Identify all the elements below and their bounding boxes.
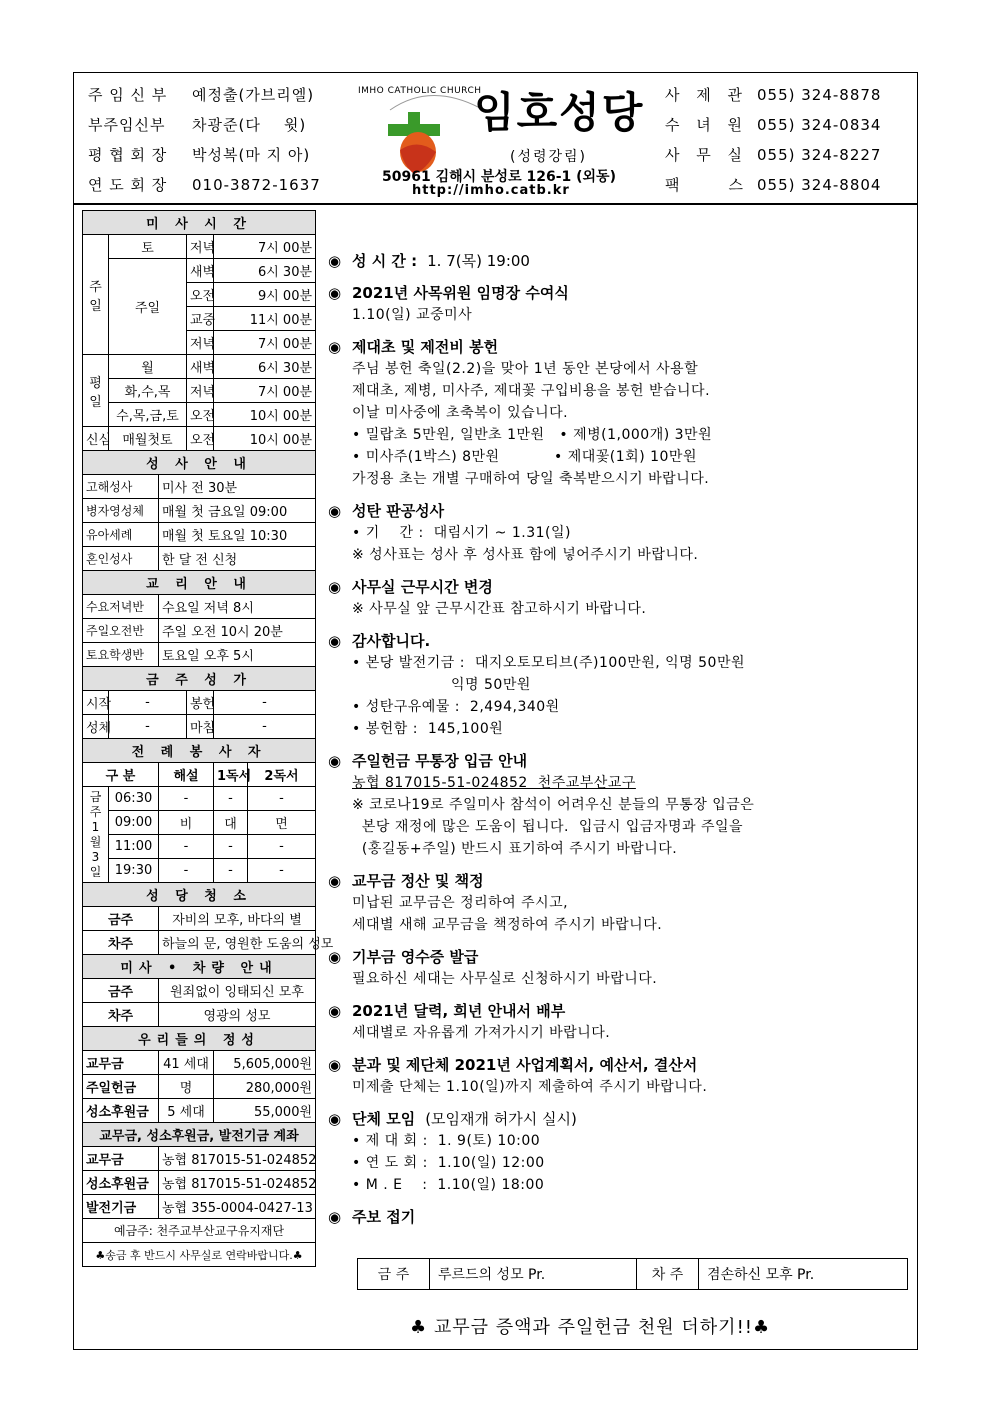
- sidebar-section-header: [83, 667, 316, 691]
- notice-title: 분과 및 제단체 2021년 사업계획서, 예산서, 결산서: [352, 1056, 698, 1074]
- accounts-row: [83, 1147, 316, 1171]
- mass-row: [83, 235, 316, 259]
- sidebar-cell: -: [159, 787, 214, 811]
- mass-row: [83, 403, 316, 427]
- header-right-label: 팩 스: [665, 176, 750, 194]
- notice-title: 기부금 영수증 발급: [352, 948, 479, 966]
- prayer-row: [83, 691, 316, 715]
- fold-this-label: 금 주: [358, 1259, 430, 1290]
- section-title: 우리들의 정성: [83, 1027, 316, 1051]
- sidebar-cell: 저녁: [187, 235, 214, 259]
- sidebar-cell: -: [214, 715, 316, 739]
- header-right-value: 055) 324-8804: [757, 176, 882, 194]
- notice-item: [328, 1206, 913, 1228]
- notice-line: 세대별 새해 교무금을 책정하여 주시기 바랍니다.: [352, 917, 663, 933]
- offerings-row: [83, 1099, 316, 1123]
- sidebar-table: [82, 210, 334, 1267]
- sidebar-cell: -: [214, 835, 248, 859]
- sidebar-section-header: [83, 211, 316, 235]
- sidebar-cell: -: [109, 691, 187, 715]
- church-name: 임호성당: [474, 88, 645, 137]
- sidebar-cell: 원죄없이 잉태되신 모후: [159, 979, 316, 1003]
- sidebar-cell: 명: [159, 1075, 214, 1099]
- bullet-icon: ◉: [328, 578, 342, 596]
- cleaning-row: [83, 907, 316, 931]
- sidebar-cell: -: [214, 859, 248, 883]
- sidebar-cell: 5 세대: [159, 1099, 214, 1123]
- notice-title-detail: (모임재개 허가시 실시): [425, 1110, 577, 1128]
- notice-title-row: [328, 1108, 913, 1130]
- prayer-row: [83, 715, 316, 739]
- notice-line: • 연 도 회 : 1.10(일) 12:00: [352, 1155, 545, 1171]
- header-right-row: [665, 174, 881, 204]
- notice-line: • 밀랍초 5만원, 일반초 1만원 • 제병(1,000개) 3만원: [352, 427, 713, 443]
- section-title: 미 사 시 간: [83, 211, 316, 235]
- notices: [328, 250, 913, 1238]
- accounts-holder-row: [83, 1219, 316, 1243]
- sidebar-cell: 매월 첫 금요일 09:00: [159, 499, 316, 523]
- notice-line: 익명 50만원: [352, 677, 531, 693]
- sidebar-cell: 1독서: [214, 763, 248, 787]
- sidebar-cell: ♣송금 후 반드시 사무실로 연락바랍니다.♣: [83, 1243, 316, 1267]
- notice-title: 2021년 사목위원 임명장 수여식: [352, 284, 569, 302]
- fold-next-value: 겸손하신 모후 Pr.: [699, 1259, 908, 1290]
- notice-title-row: [328, 946, 913, 968]
- notice-item: [328, 500, 913, 566]
- sidebar-cell: 수요저녁반: [83, 595, 159, 619]
- bullet-icon: ◉: [328, 1110, 342, 1128]
- sidebar-cell: 성소후원금: [83, 1171, 159, 1195]
- sidebar-cell: 10시 00분: [214, 427, 316, 451]
- sidebar-cell: 병자영성체: [83, 499, 159, 523]
- sidebar-cell: 7시 00분: [214, 331, 316, 355]
- notice-line: • 본당 발전기금 : 대지오토모티브(주)100만원, 익명 50만원: [352, 655, 746, 671]
- sidebar-cell: -: [248, 835, 316, 859]
- sidebar-section-header: [83, 1027, 316, 1051]
- bullet-icon: ◉: [328, 872, 342, 890]
- sidebar-section-header: [83, 571, 316, 595]
- notice-item: [328, 750, 913, 860]
- notice-line: ※ 코로나19로 주일미사 참석이 어려우신 분들의 무통장 입금은: [352, 797, 755, 813]
- sidebar-cell: 09:00: [109, 811, 159, 835]
- header-left-value: 박성복(마 지 아): [192, 146, 311, 164]
- notice-line: ※ 사무실 앞 근무시간표 참고하시기 바랍니다.: [352, 601, 647, 617]
- sidebar-cell: -: [248, 859, 316, 883]
- notice-line: 세대별로 자유롭게 가져가시기 바랍니다.: [352, 1025, 611, 1041]
- notice-item: [328, 1054, 913, 1098]
- sidebar-cell: 미사 전 30분: [159, 475, 316, 499]
- sidebar-cell: 대: [214, 811, 248, 835]
- sidebar-cell: 새벽: [187, 259, 214, 283]
- section-title: 미사 • 차량 안내: [83, 955, 316, 979]
- section-title: 교 리 안 내: [83, 571, 316, 595]
- section-title: 전 례 봉 사 자: [83, 739, 316, 763]
- notice-item: [328, 1000, 913, 1044]
- catechism-row: [83, 619, 316, 643]
- sidebar-cell: 10시 00분: [214, 403, 316, 427]
- sidebar-cell: 6시 30분: [214, 259, 316, 283]
- mass-group-label: 주일: [83, 235, 109, 355]
- sidebar-cell: 7시 00분: [214, 235, 316, 259]
- notice-title: 단체 모임: [352, 1110, 416, 1128]
- offerings-row: [83, 1075, 316, 1099]
- notice-line: 1.10(일) 교중미사: [352, 307, 473, 323]
- sidebar-cell: 19:30: [109, 859, 159, 883]
- sidebar-cell: 토요일 오후 5시: [159, 643, 316, 667]
- sidebar-section-header: [83, 955, 316, 979]
- header-right-label: 사 무 실: [665, 146, 749, 164]
- catechism-row: [83, 595, 316, 619]
- notice-title: 성탄 판공성사: [352, 502, 445, 520]
- sidebar-cell: 저녁: [187, 331, 214, 355]
- sidebar-cell: 9시 00분: [214, 283, 316, 307]
- sidebar-cell: 오전: [187, 283, 214, 307]
- sidebar-cell: -: [159, 835, 214, 859]
- mass-group-label: 신심: [83, 427, 109, 451]
- notice-line: • 봉헌함 : 145,100원: [352, 721, 504, 737]
- header-left-value: 차광준(다 윗): [192, 116, 307, 134]
- sidebar-cell: 비: [159, 811, 214, 835]
- sidebar-cell: 교무금: [83, 1147, 159, 1171]
- notice-title-row: [328, 1206, 913, 1228]
- notice-line: (홍길동+주일) 반드시 표기하여 주시기 바랍니다.: [352, 841, 678, 857]
- accounts-row: [83, 1171, 316, 1195]
- church-subtitle: (성령강림): [510, 149, 588, 165]
- vehicle-row: [83, 1003, 316, 1027]
- sidebar-cell: 새벽: [187, 355, 214, 379]
- sidebar-cell: 해설: [159, 763, 214, 787]
- notice-title-detail: 1. 7(목) 19:00: [427, 252, 530, 270]
- sidebar-cell: -: [214, 691, 316, 715]
- sidebar-cell: 농협 817015-51-024852: [159, 1147, 316, 1171]
- sidebar-cell: 고해성사: [83, 475, 159, 499]
- sacrament-row: [83, 475, 316, 499]
- church-arc-text: IMHO CATHOLIC CHURCH: [358, 86, 482, 96]
- notice-line: 가정용 초는 개별 구매하여 당일 축복받으시기 바랍니다.: [352, 471, 710, 487]
- notice-item: [328, 946, 913, 990]
- sidebar-cell: 매월 첫 토요일 10:30: [159, 523, 316, 547]
- header-contacts-left: [88, 84, 321, 204]
- sidebar-cell: 저녁: [187, 379, 214, 403]
- sidebar-cell: 06:30: [109, 787, 159, 811]
- sacrament-row: [83, 499, 316, 523]
- sidebar-cell: 유아세례: [83, 523, 159, 547]
- header-right-label: 사 제 관: [665, 86, 749, 104]
- sidebar-cell: -: [159, 859, 214, 883]
- sidebar-cell: 6시 30분: [214, 355, 316, 379]
- notice-title-row: [328, 282, 913, 304]
- servers-row: [83, 859, 316, 883]
- notice-item: [328, 1108, 913, 1196]
- church-logo-area: [350, 80, 650, 200]
- fold-this-value: 루르드의 성모 Pr.: [430, 1259, 637, 1290]
- notice-line: • 제 대 회 : 1. 9(토) 10:00: [352, 1133, 541, 1149]
- notice-line: 필요하신 세대는 사무실로 신청하시기 바랍니다.: [352, 971, 658, 987]
- sidebar-cell: 매월첫토: [109, 427, 187, 451]
- bullet-icon: ◉: [328, 632, 342, 650]
- fold-next-label: 차 주: [637, 1259, 699, 1290]
- sidebar-cell: 성소후원금: [83, 1099, 159, 1123]
- bullet-icon: ◉: [328, 948, 342, 966]
- sidebar-cell: 시작: [83, 691, 109, 715]
- header-right-row: [665, 114, 881, 144]
- notice-title: 주일헌금 무통장 입금 안내: [352, 752, 528, 770]
- bullet-icon: ◉: [328, 284, 342, 302]
- sidebar-cell: 280,000원: [214, 1075, 316, 1099]
- header-left-value: 예정출(가브리엘): [192, 86, 315, 104]
- bullet-icon: ◉: [328, 252, 342, 270]
- cleaning-row: [83, 931, 316, 955]
- notice-item: [328, 250, 913, 272]
- notice-item: [328, 870, 913, 936]
- header-left-label: 주 임 신 부: [88, 86, 168, 104]
- accounts-note-row: [83, 1243, 316, 1267]
- sidebar-cell: 구 분: [83, 763, 159, 787]
- church-address: 50961 김해시 분성로 126-1 (외동): [382, 169, 616, 185]
- header-left-row: [88, 144, 321, 174]
- sidebar-section-header: [83, 739, 316, 763]
- sacrament-row: [83, 547, 316, 571]
- mass-group-label: 평일: [83, 355, 109, 427]
- sacrament-row: [83, 523, 316, 547]
- sidebar: [82, 210, 334, 1267]
- notice-title-row: [328, 336, 913, 358]
- sidebar-cell: 농협 355-0004-0427-13: [159, 1195, 316, 1219]
- header-left-row: [88, 174, 321, 204]
- sidebar-cell: 수,목,금,토: [109, 403, 187, 427]
- sidebar-cell: 봉헌: [187, 691, 214, 715]
- sidebar-cell: 차주: [83, 931, 159, 955]
- church-logo-icon: [370, 90, 490, 176]
- notice-line: • 미사주(1박스) 8만원 • 제대꽃(1회) 10만원: [352, 449, 697, 465]
- sidebar-cell: 41 세대: [159, 1051, 214, 1075]
- sidebar-cell: 오전: [187, 403, 214, 427]
- notice-line: 미제출 단체는 1.10(일)까지 제출하여 주시기 바랍니다.: [352, 1079, 708, 1095]
- notice-item: [328, 336, 913, 490]
- header-left-row: [88, 84, 321, 114]
- notice-line: ※ 성사표는 성사 후 성사표 함에 넣어주시기 바랍니다.: [352, 547, 699, 563]
- servers-row: [83, 811, 316, 835]
- notice-title-row: [328, 1000, 913, 1022]
- sidebar-cell: 자비의 모후, 바다의 별: [159, 907, 316, 931]
- notice-item: [328, 282, 913, 326]
- fold-table: [357, 1258, 908, 1290]
- sidebar-cell: 영광의 성모: [159, 1003, 316, 1027]
- notice-title: 교무금 정산 및 책정: [352, 872, 484, 890]
- header-left-label: 연 도 회 장: [88, 176, 168, 194]
- sidebar-cell: 발전기금: [83, 1195, 159, 1219]
- header-left-value: 010-3872-1637: [192, 176, 321, 194]
- accounts-row: [83, 1195, 316, 1219]
- notice-title: 감사합니다.: [352, 632, 431, 650]
- servers-group-label: 금주 1월 3일: [83, 787, 109, 883]
- mass-row: [83, 427, 316, 451]
- sidebar-cell: 금주: [83, 979, 159, 1003]
- sidebar-cell: -: [248, 787, 316, 811]
- header-right-value: 055) 324-8878: [757, 86, 882, 104]
- header-contacts-right: [665, 84, 881, 204]
- notice-title: 주보 접기: [352, 1208, 416, 1226]
- sidebar-cell: -: [109, 715, 187, 739]
- sidebar-cell: 금주: [83, 907, 159, 931]
- notice-line: • M . E : 1.10(일) 18:00: [352, 1177, 545, 1193]
- sidebar-cell: 주일헌금: [83, 1075, 159, 1099]
- sidebar-cell: 주일오전반: [83, 619, 159, 643]
- notice-line: • 기 간 : 대림시기 ~ 1.31(일): [352, 525, 571, 541]
- bullet-icon: ◉: [328, 338, 342, 356]
- sidebar-cell: 2독서: [248, 763, 316, 787]
- sidebar-cell: 성체: [83, 715, 109, 739]
- sidebar-cell: 예금주: 천주교부산교구유지재단: [83, 1219, 316, 1243]
- vehicle-row: [83, 979, 316, 1003]
- notice-title: 제대초 및 제전비 봉헌: [352, 338, 499, 356]
- sidebar-cell: 토요학생반: [83, 643, 159, 667]
- bullet-icon: ◉: [328, 752, 342, 770]
- notice-title-row: [328, 576, 913, 598]
- notice-title-row: [328, 750, 913, 772]
- notice-line: 주님 봉헌 축일(2.2)을 맞아 1년 동안 본당에서 사용할: [352, 361, 699, 377]
- servers-row: [83, 787, 316, 811]
- header-right-value: 055) 324-0834: [757, 116, 882, 134]
- mass-row: [83, 355, 316, 379]
- section-title: 교무금, 성소후원금, 발전기금 계좌: [83, 1123, 316, 1147]
- catechism-row: [83, 643, 316, 667]
- sidebar-section-header: [83, 883, 316, 907]
- section-title: 성 사 안 내: [83, 451, 316, 475]
- notice-line: 본당 재정에 많은 도움이 됩니다. 입금시 입금자명과 주일을: [352, 819, 744, 835]
- header-right-row: [665, 144, 881, 174]
- notice-title-row: [328, 870, 913, 892]
- sidebar-cell: -: [214, 787, 248, 811]
- notice-title: 2021년 달력, 희년 안내서 배부: [352, 1002, 566, 1020]
- header-left-row: [88, 114, 321, 144]
- sidebar-cell: 화,수,목: [109, 379, 187, 403]
- sidebar-cell: 혼인성사: [83, 547, 159, 571]
- notice-account: 농협 817015-51-024852 천주교부산교구: [352, 775, 636, 791]
- header-right-label: 수 녀 원: [665, 116, 749, 134]
- notice-title-row: [328, 1054, 913, 1076]
- sidebar-cell: 7시 00분: [214, 379, 316, 403]
- notice-line: • 성탄구유예물 : 2,494,340원: [352, 699, 560, 715]
- servers-row: [83, 835, 316, 859]
- notice-title-row: [328, 250, 913, 272]
- header-left-label: 부주임신부: [88, 116, 166, 134]
- header-right-row: [665, 84, 881, 114]
- sidebar-section-header: [83, 451, 316, 475]
- sidebar-cell: 주일 오전 10시 20분: [159, 619, 316, 643]
- bullet-icon: ◉: [328, 1208, 342, 1226]
- sidebar-cell: 토: [109, 235, 187, 259]
- sidebar-cell: 수요일 저녁 8시: [159, 595, 316, 619]
- bullet-icon: ◉: [328, 502, 342, 520]
- header-right-value: 055) 324-8227: [757, 146, 882, 164]
- sidebar-cell: 한 달 전 신청: [159, 547, 316, 571]
- notice-item: [328, 630, 913, 740]
- sidebar-cell: 교중: [187, 307, 214, 331]
- sidebar-cell: 교무금: [83, 1051, 159, 1075]
- church-url[interactable]: http://imho.catb.kr: [412, 183, 570, 198]
- section-title: 성 당 청 소: [83, 883, 316, 907]
- notice-title-row: [328, 500, 913, 522]
- notice-line: 제대초, 제병, 미사주, 제대꽃 구입비용을 봉헌 받습니다.: [352, 383, 711, 399]
- header-left-label: 평 협 회 장: [88, 146, 168, 164]
- bullet-icon: ◉: [328, 1002, 342, 1020]
- sidebar-cell: 주일: [109, 259, 187, 355]
- sidebar-cell: 하늘의 문, 영원한 도움의 성모: [159, 931, 316, 955]
- sidebar-cell: 11:00: [109, 835, 159, 859]
- sidebar-cell: 월: [109, 355, 187, 379]
- sidebar-cell: 면: [248, 811, 316, 835]
- sidebar-cell: 5,605,000원: [214, 1051, 316, 1075]
- section-title: 금 주 성 가: [83, 667, 316, 691]
- notice-title: 사무실 근무시간 변경: [352, 578, 493, 596]
- bullet-icon: ◉: [328, 1056, 342, 1074]
- notice-item: [328, 576, 913, 620]
- mass-row: [83, 259, 316, 283]
- offerings-row: [83, 1051, 316, 1075]
- sidebar-cell: 농협 817015-51-024852: [159, 1171, 316, 1195]
- notice-title: 성 시 간 :: [352, 252, 418, 270]
- servers-header-row: [83, 763, 316, 787]
- sidebar-cell: 차주: [83, 1003, 159, 1027]
- sidebar-cell: 11시 00분: [214, 307, 316, 331]
- sidebar-cell: 55,000원: [214, 1099, 316, 1123]
- notice-line: 이날 미사중에 초축복이 있습니다.: [352, 405, 569, 421]
- mass-row: [83, 379, 316, 403]
- sidebar-cell: 마침: [187, 715, 214, 739]
- sidebar-cell: 오전: [187, 427, 214, 451]
- notice-line: 미납된 교무금은 정리하여 주시고,: [352, 895, 569, 911]
- slogan: ♣ 교무금 증액과 주일헌금 천원 더하기!!♣: [410, 1317, 771, 1338]
- sidebar-section-header: [83, 1123, 316, 1147]
- notice-title-row: [328, 630, 913, 652]
